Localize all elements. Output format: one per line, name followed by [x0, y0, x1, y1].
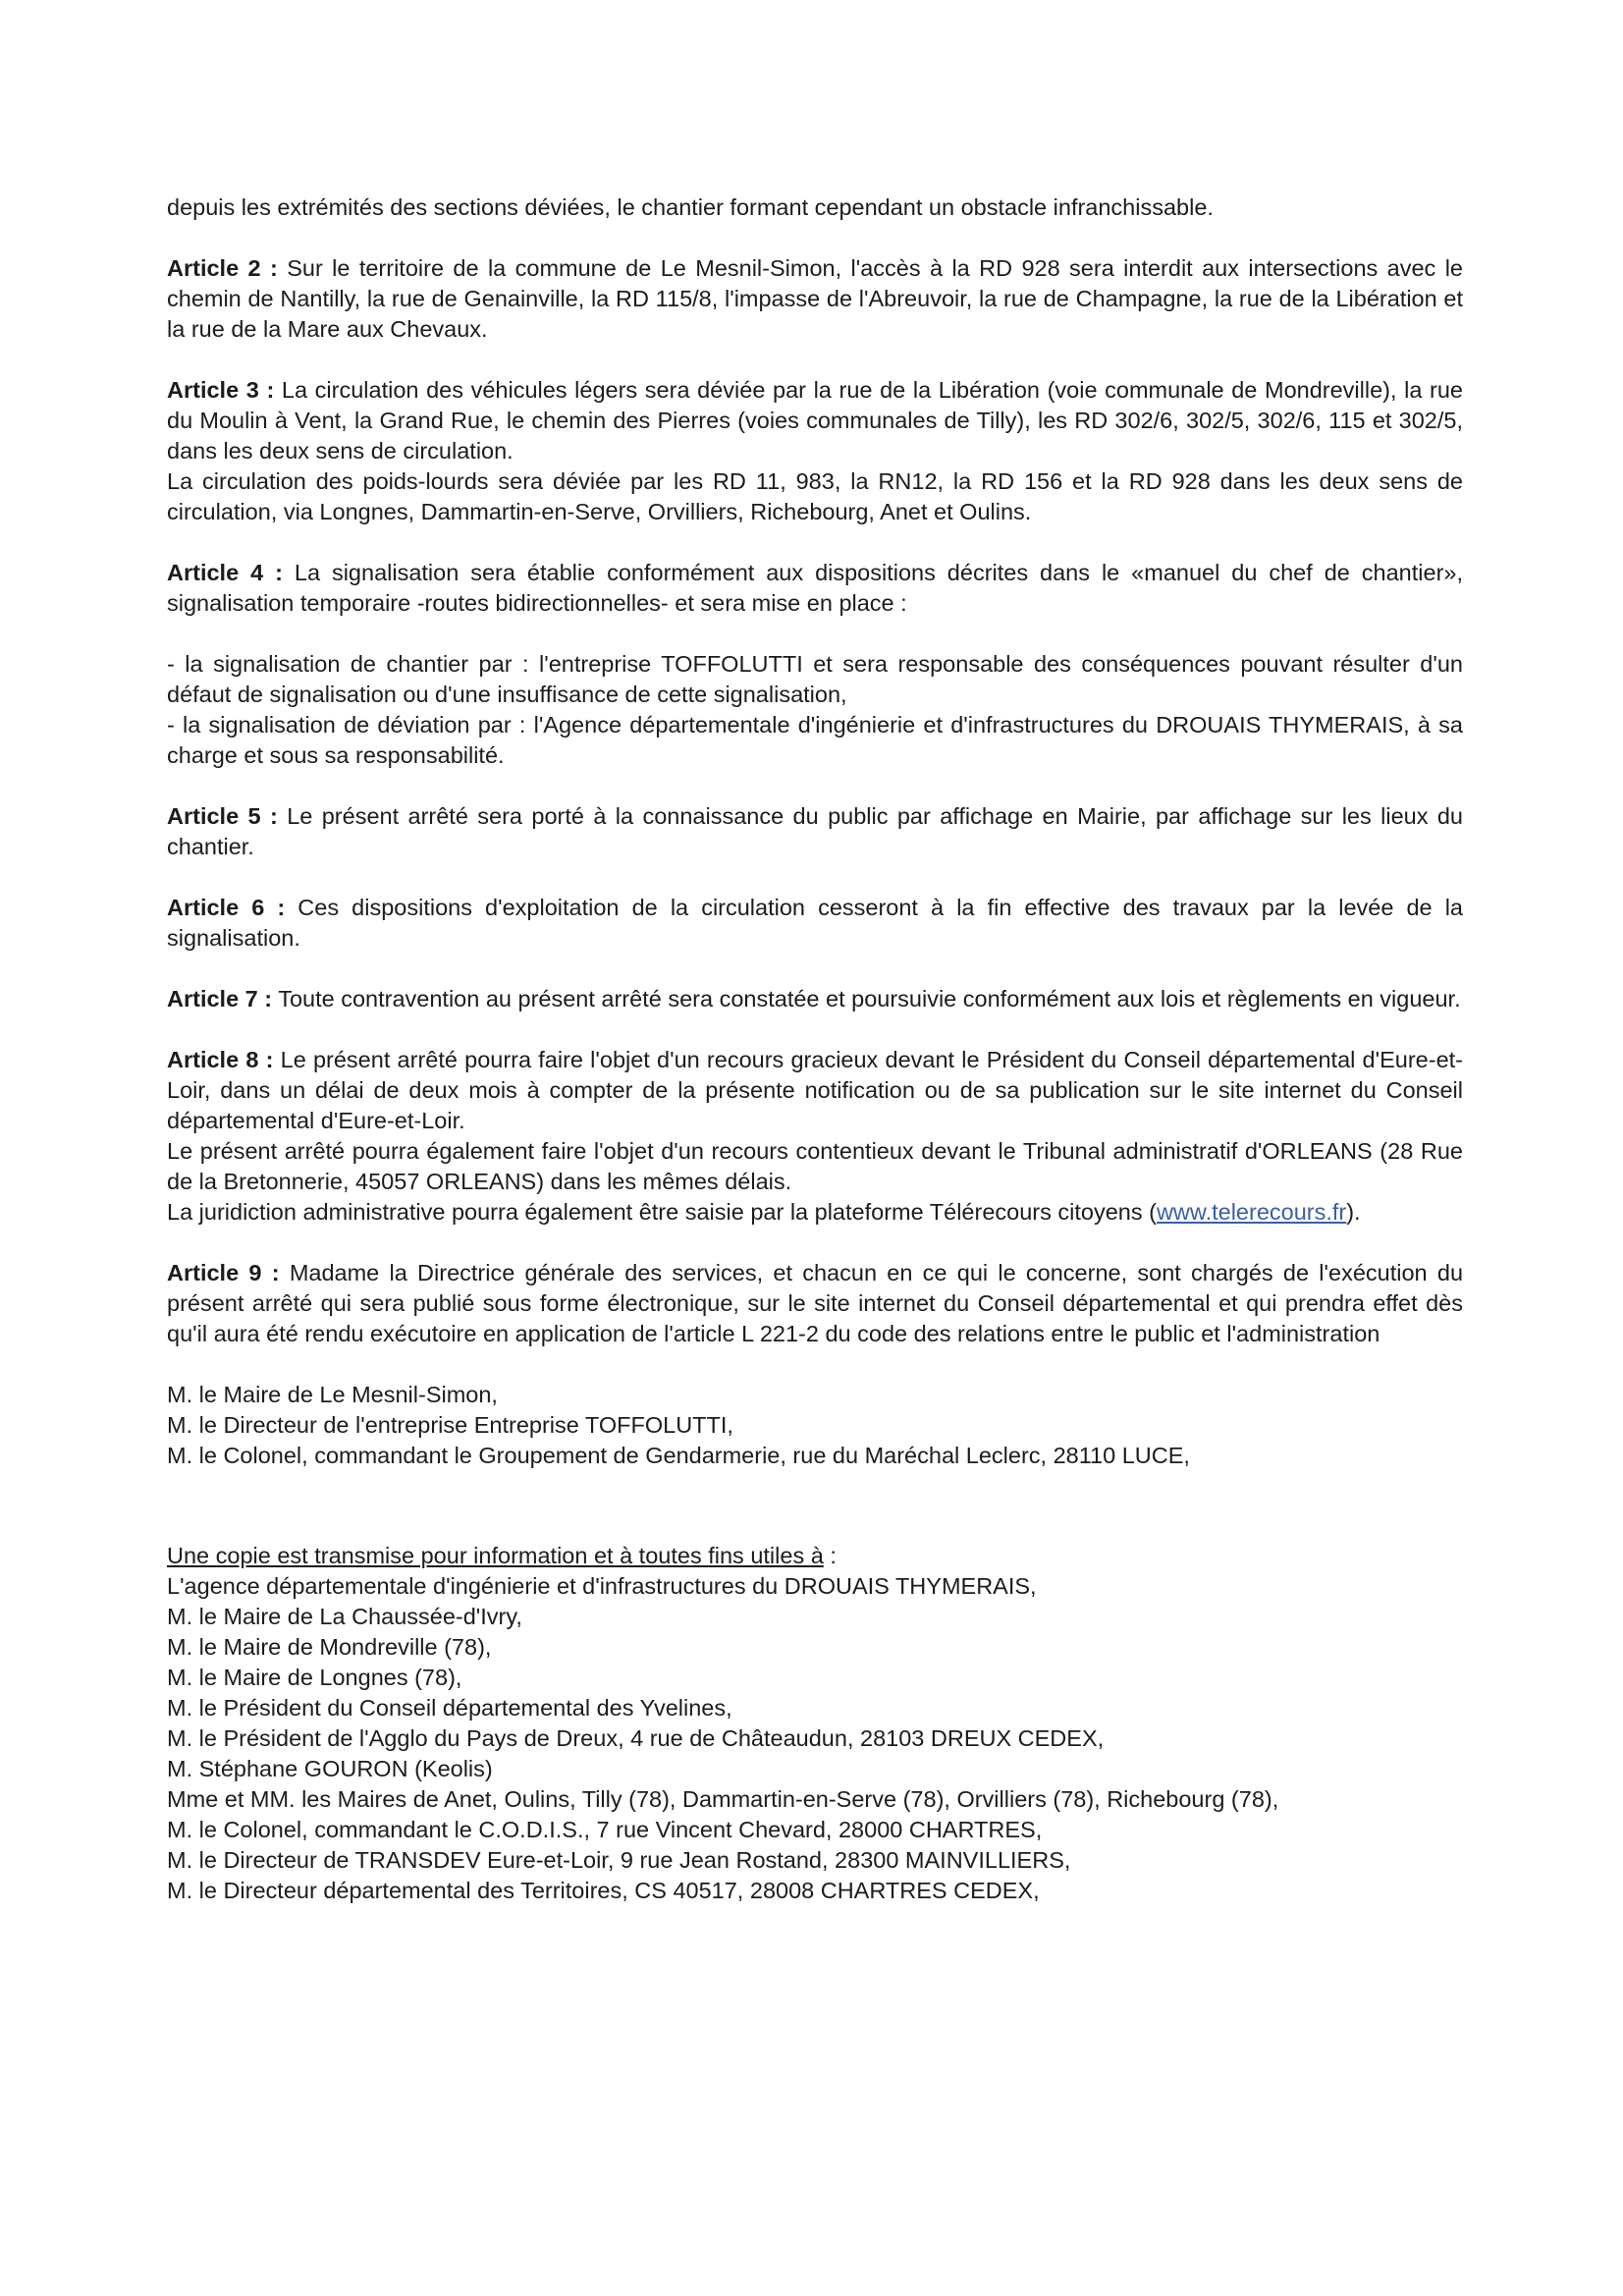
copy-recipient: M. le Président du Conseil départemental des Yvelines,	[167, 1695, 732, 1721]
copy-recipient: M. le Directeur départemental des Territoires, CS 40517, 28008 CHARTRES CEDEX,	[167, 1878, 1040, 1903]
article-label: Article 5 :	[167, 803, 278, 829]
article-text-part: ).	[1346, 1199, 1361, 1225]
copy-recipient: M. Stéphane GOURON (Keolis)	[167, 1756, 493, 1781]
article-2	[167, 253, 1463, 345]
article-label: Article 9 :	[167, 1260, 280, 1285]
article-text-continued: Le présent arrêté pourra également faire l'objet d'un recours contentieux devant le Tribunal administratif d'ORLEANS (28 Rue de la Bretonnerie, 45057 ORLEANS) dans les mêmes délais.	[167, 1138, 1463, 1194]
article-text: Le présent arrêté sera porté à la connaissance du public par affichage en Mairie, par affichage sur les lieux du chantier.	[167, 803, 1463, 859]
article-4	[167, 558, 1463, 619]
copy-heading	[167, 1541, 1463, 1571]
article-text: Le présent arrêté pourra faire l'objet d'un recours gracieux devant le Président du Conseil départemental d'Eure-et-Loir, dans un délai de deux mois à compter de la présente notification ou de sa publication sur le site internet du Conseil départemental d'Eure-et-Loir.	[167, 1047, 1464, 1133]
article-text: La circulation des véhicules légers sera déviée par la rue de la Libération (voie communale de Mondreville), la rue du Moulin à Vent, la Grand Rue, le chemin des Pierres (voies communales de Tilly), les RD 302/6, 302/5, 302/6, 115 et 302/5, dans les deux sens de circulation.	[167, 377, 1464, 464]
copy-heading-text: Une copie est transmise pour information et à toutes fins utiles à	[167, 1543, 824, 1568]
intro-text: depuis les extrémités des sections déviées, le chantier formant cependant un obstacle infranchissable.	[167, 194, 1214, 220]
copy-recipient: M. le Maire de Longnes (78),	[167, 1665, 462, 1690]
article-4-items	[167, 649, 1463, 771]
copies-list	[167, 1541, 1463, 1906]
article-text-continued	[167, 1197, 1463, 1228]
recipients-list	[167, 1380, 1463, 1471]
article-label: Article 4 :	[167, 560, 283, 585]
copy-recipient: M. le Directeur de TRANSDEV Eure-et-Loir, 9 rue Jean Rostand, 28300 MAINVILLIERS,	[167, 1847, 1071, 1873]
copy-recipient: M. le Colonel, commandant le C.O.D.I.S., 7 rue Vincent Chevard, 28000 CHARTRES,	[167, 1817, 1043, 1842]
article-7	[167, 984, 1463, 1014]
article-text: Ces dispositions d'exploitation de la circulation cesseront à la fin effective des travaux par la levée de la signalisation.	[167, 895, 1464, 951]
copy-heading-suffix: :	[823, 1543, 837, 1568]
article-label: Article 3 :	[167, 377, 275, 403]
article-text: La signalisation sera établie conformément aux dispositions décrites dans le «manuel du chef de chantier», signalisation temporaire -routes bidirectionnelles- et sera mise en place :	[167, 560, 1463, 616]
copy-recipient: Mme et MM. les Maires de Anet, Oulins, Tilly (78), Dammartin-en-Serve (78), Orvilliers (78), Richebourg (78),	[167, 1786, 1279, 1812]
copy-recipient: L'agence départementale d'ingénierie et d'infrastructures du DROUAIS THYMERAIS,	[167, 1573, 1037, 1599]
recipient: M. le Maire de Le Mesnil-Simon,	[167, 1382, 498, 1407]
copy-recipient: M. le Président de l'Agglo du Pays de Dreux, 4 rue de Châteaudun, 28103 DREUX CEDEX,	[167, 1725, 1105, 1751]
article-label: Article 7 :	[167, 986, 273, 1011]
article-label: Article 2 :	[167, 255, 278, 281]
telerecours-link[interactable]: www.telerecours.fr	[1156, 1199, 1347, 1225]
article-6	[167, 893, 1463, 954]
article-label: Article 8 :	[167, 1047, 274, 1072]
list-item: - la signalisation de chantier par : l'entreprise TOFFOLUTTI et sera responsable des conséquences pouvant résulter d'un défaut de signalisation ou d'une insuffisance de cette signalisation,	[167, 651, 1463, 707]
recipient: M. le Colonel, commandant le Groupement de Gendarmerie, rue du Maréchal Leclerc, 28110 LUCE,	[167, 1443, 1190, 1468]
article-text: Toute contravention au présent arrêté sera constatée et poursuivie conformément aux lois et règlements en vigueur.	[272, 986, 1461, 1011]
article-5	[167, 801, 1463, 862]
article-text: Madame la Directrice générale des services, et chacun en ce qui le concerne, sont chargés de l'exécution du présent arrêté qui sera publié sous forme électronique, sur le site internet du Conseil départemental et qui prendra effet dès qu'il aura été rendu exécutoire en application de l'article L 221-2 du code des relations entre le public et l'administration	[167, 1260, 1464, 1346]
copy-recipient: M. le Maire de La Chaussée-d'Ivry,	[167, 1604, 522, 1629]
article-text: Sur le territoire de la commune de Le Mesnil-Simon, l'accès à la RD 928 sera interdit aux intersections avec le chemin de Nantilly, la rue de Genainville, la RD 115/8, l'impasse de l'Abreuvoir, la rue de Champagne, la rue de la Libération et la rue de la Mare aux Chevaux.	[167, 255, 1463, 342]
article-9	[167, 1258, 1463, 1349]
copy-recipient: M. le Maire de Mondreville (78),	[167, 1634, 492, 1660]
article-8	[167, 1045, 1463, 1228]
list-item: - la signalisation de déviation par : l'Agence départementale d'ingénierie et d'infrastructures du DROUAIS THYMERAIS, à sa charge et sous sa responsabilité.	[167, 712, 1463, 768]
recipient: M. le Directeur de l'entreprise Entreprise TOFFOLUTTI,	[167, 1412, 733, 1438]
article-text-continued: La circulation des poids-lourds sera déviée par les RD 11, 983, la RN12, la RD 156 et la RD 928 dans les deux sens de circulation, via Longnes, Dammartin-en-Serve, Orvilliers, Richebourg, Anet et Oulins.	[167, 468, 1463, 524]
article-text-part: La juridiction administrative pourra également être saisie par la plateforme Télérecours citoyens (	[167, 1199, 1157, 1225]
intro-paragraph	[167, 192, 1463, 223]
spacer	[167, 1502, 1463, 1541]
article-3	[167, 375, 1463, 527]
document-page	[167, 192, 1463, 1906]
article-label: Article 6 :	[167, 895, 286, 920]
